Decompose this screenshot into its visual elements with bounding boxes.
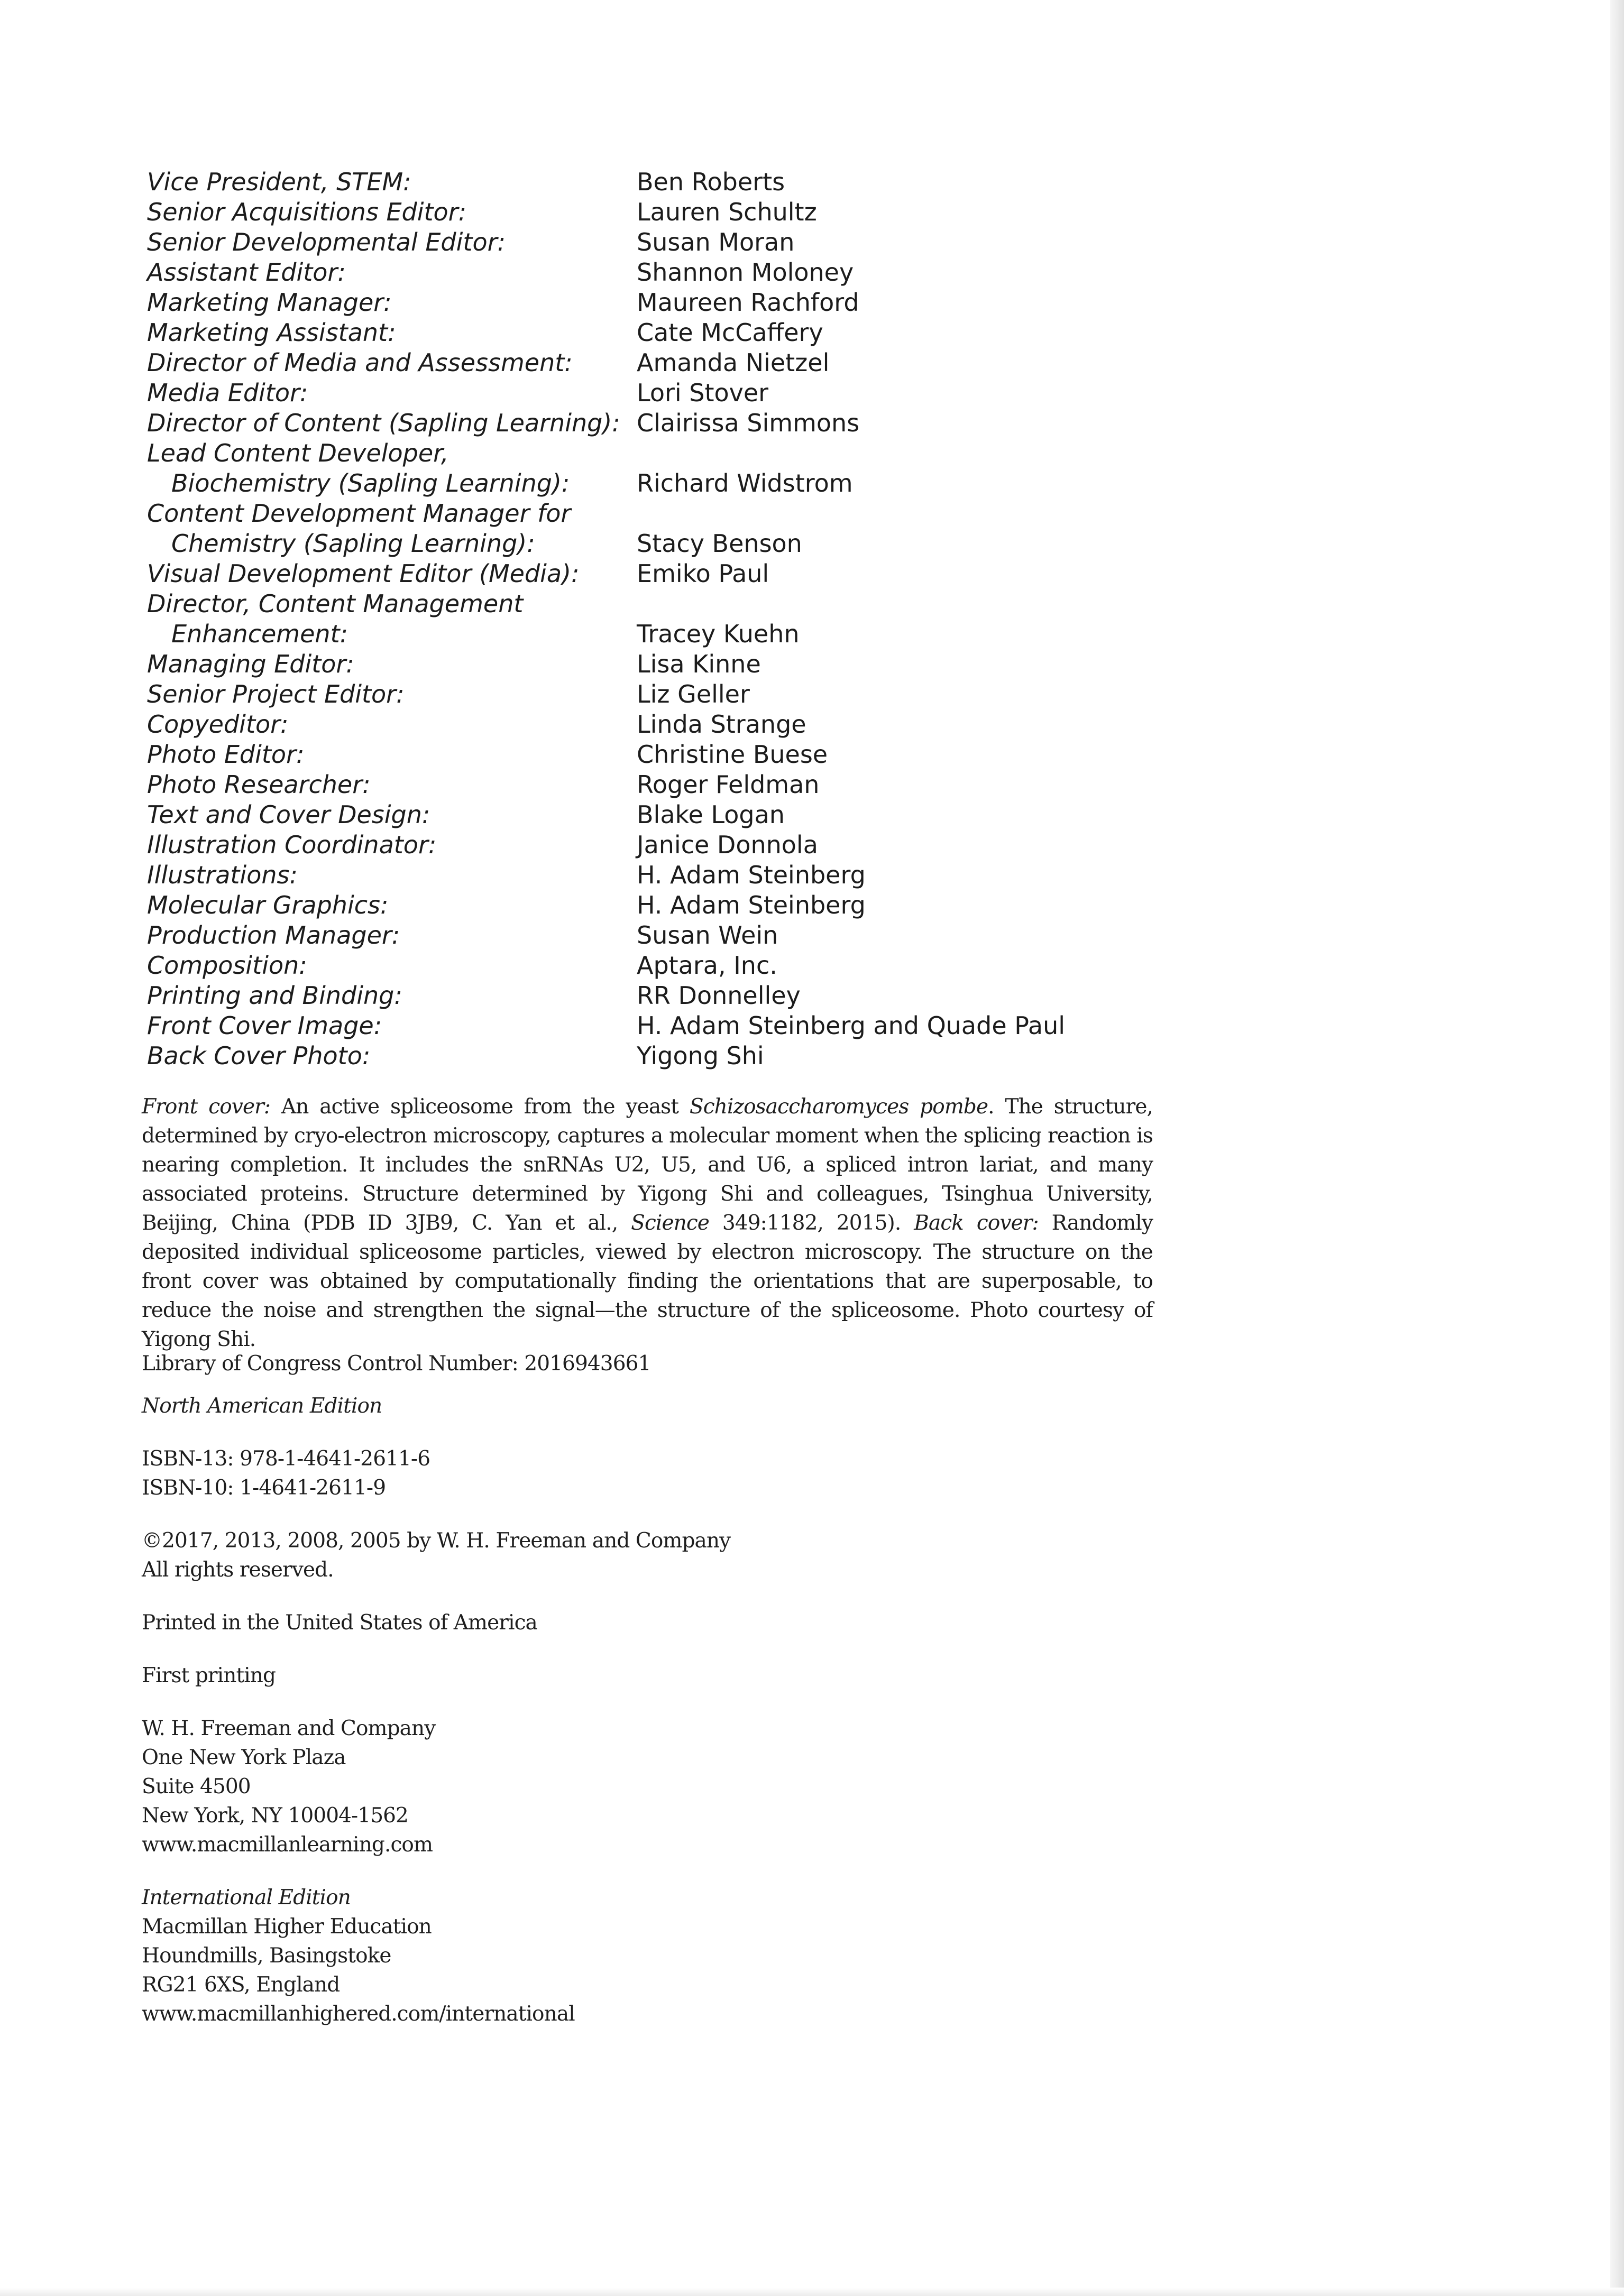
isbn-10: ISBN-10: 1-4641-2611-9 xyxy=(142,1476,386,1500)
species-name: Schizosaccharomyces pombe xyxy=(689,1095,988,1119)
credit-role: Marketing Manager: xyxy=(147,288,392,317)
credit-name: Janice Donnola xyxy=(637,831,818,859)
credit-role: Text and Cover Design: xyxy=(147,800,430,829)
publisher-address xyxy=(142,1714,730,1859)
credit-name: Roger Feldman xyxy=(637,770,820,799)
credit-role: Senior Acquisitions Editor: xyxy=(147,198,467,226)
page-edge xyxy=(1610,0,1624,2296)
credit-role: Front Cover Image: xyxy=(147,1011,382,1040)
credit-name: Stacy Benson xyxy=(637,529,802,558)
address-line: Macmillan Higher Education xyxy=(142,1915,432,1939)
credit-name: H. Adam Steinberg and Quade Paul xyxy=(637,1011,1066,1040)
credit-name: Blake Logan xyxy=(637,800,785,829)
credit-name: Shannon Moloney xyxy=(637,258,854,287)
address-line: Houndmills, Basingstoke xyxy=(142,1944,391,1968)
credit-role: Assistant Editor: xyxy=(147,258,346,287)
credit-role: Content Development Manager for xyxy=(147,499,571,528)
credit-role: Director, Content Management xyxy=(147,589,524,618)
back-cover-label: Back cover: xyxy=(914,1211,1039,1235)
copyright: ©2017, 2013, 2008, 2005 by W. H. Freeman and Company xyxy=(142,1529,731,1553)
credit-role: Visual Development Editor (Media): xyxy=(147,559,580,588)
credit-name: Maureen Rachford xyxy=(637,288,859,317)
credit-name: Lauren Schultz xyxy=(637,198,817,226)
credit-name: Liz Geller xyxy=(637,680,750,708)
credit-role: Chemistry (Sapling Learning): xyxy=(171,529,535,558)
credit-name: Emiko Paul xyxy=(637,559,769,588)
address-line: One New York Plaza xyxy=(142,1746,346,1769)
credit-role: Senior Developmental Editor: xyxy=(147,228,506,256)
credit-name: Amanda Nietzel xyxy=(637,348,830,377)
address-line: New York, NY 10004-1562 xyxy=(142,1804,408,1828)
credit-role: Media Editor: xyxy=(147,379,308,407)
lccn-block xyxy=(142,1349,730,1378)
international-url: www.macmillanhighered.com/international xyxy=(142,2002,575,2026)
publication-info xyxy=(142,1349,730,2052)
credit-name: Linda Strange xyxy=(637,710,806,739)
credit-name: Clairissa Simmons xyxy=(637,409,860,437)
international-address xyxy=(142,1883,730,2028)
caption-text-part: Randomly deposited individual spliceosome particles, viewed by electron microscopy. The structure on the front cover was obtained by computationally finding the orientations that are superposable, to reduce the noise and strengthen the signal—the structure of the spliceosome. Photo courtesy of Yigong Shi. xyxy=(142,1211,1153,1351)
printed-block xyxy=(142,1608,730,1637)
cover-caption-text xyxy=(142,1092,1153,1354)
credit-role: Lead Content Developer, xyxy=(147,439,449,467)
credit-role: Back Cover Photo: xyxy=(147,1041,371,1070)
publisher-url: www.macmillanlearning.com xyxy=(142,1833,433,1857)
printing: First printing xyxy=(142,1664,276,1688)
isbn-13: ISBN-13: 978-1-4641-2611-6 xyxy=(142,1447,430,1471)
credit-role: Vice President, STEM: xyxy=(147,168,411,196)
credit-role: Illustration Coordinator: xyxy=(147,831,437,859)
credit-role: Photo Editor: xyxy=(147,740,305,769)
caption-text-part: 349:1182, 2015). xyxy=(709,1211,914,1235)
credit-name: Susan Moran xyxy=(637,228,795,256)
credit-role: Molecular Graphics: xyxy=(147,891,389,919)
credit-role: Director of Media and Assessment: xyxy=(147,348,573,377)
lccn: Library of Congress Control Number: 2016943661 xyxy=(142,1352,651,1376)
credit-name: Cate McCaffery xyxy=(637,318,823,347)
edition-label: North American Edition xyxy=(142,1394,382,1418)
credit-name: Aptara, Inc. xyxy=(637,951,777,980)
caption-text-part: An active spliceosome from the yeast xyxy=(270,1095,690,1119)
international-edition-label: International Edition xyxy=(142,1886,351,1910)
credit-name: H. Adam Steinberg xyxy=(637,861,866,889)
credit-role: Biochemistry (Sapling Learning): xyxy=(171,469,570,497)
credit-name: Richard Widstrom xyxy=(637,469,853,497)
credit-role: Managing Editor: xyxy=(147,650,354,678)
copyright-block xyxy=(142,1526,730,1584)
credit-name: Yigong Shi xyxy=(637,1041,764,1070)
credit-role: Marketing Assistant: xyxy=(147,318,396,347)
credit-role: Composition: xyxy=(147,951,307,980)
credit-role: Printing and Binding: xyxy=(147,981,402,1010)
address-line: W. H. Freeman and Company xyxy=(142,1717,436,1740)
journal-name: Science xyxy=(631,1211,709,1235)
credit-name: Susan Wein xyxy=(637,921,778,949)
front-cover-label: Front cover: xyxy=(142,1095,271,1119)
credit-role: Illustrations: xyxy=(147,861,298,889)
credit-name: Christine Buese xyxy=(637,740,828,769)
rights: All rights reserved. xyxy=(142,1558,334,1582)
credit-name: Lisa Kinne xyxy=(637,650,761,678)
credit-name: RR Donnelley xyxy=(637,981,801,1010)
cover-caption xyxy=(142,1092,1153,1354)
address-line: RG21 6XS, England xyxy=(142,1973,340,1997)
caption-text-part: . The structure, determined by cryo-electron microscopy, captures a molecular moment when the splicing reaction is nearing completion. It includes the snRNAs U2, U5, and U6, a spliced intron lariat, and many associated proteins. Structure determined by Yigong Shi and colleagues, Tsinghua University, Beijing, China (PDB ID 3JB9, C. Yan et al., xyxy=(142,1095,1153,1235)
credit-name: Tracey Kuehn xyxy=(637,620,800,648)
credit-name: H. Adam Steinberg xyxy=(637,891,866,919)
credit-role: Enhancement: xyxy=(171,620,348,648)
credit-name: Lori Stover xyxy=(637,379,769,407)
printed-in: Printed in the United States of America xyxy=(142,1611,537,1635)
edition-block xyxy=(142,1391,730,1421)
credit-role: Senior Project Editor: xyxy=(147,680,405,708)
address-line: Suite 4500 xyxy=(142,1775,251,1799)
credit-role: Photo Researcher: xyxy=(147,770,371,799)
credit-name: Ben Roberts xyxy=(637,168,785,196)
isbn-block xyxy=(142,1444,730,1502)
credit-role: Copyeditor: xyxy=(147,710,289,739)
credit-role: Director of Content (Sapling Learning): xyxy=(147,409,620,437)
printing-block xyxy=(142,1661,730,1690)
credit-role: Production Manager: xyxy=(147,921,400,949)
page-bottom-edge xyxy=(0,2288,1624,2296)
